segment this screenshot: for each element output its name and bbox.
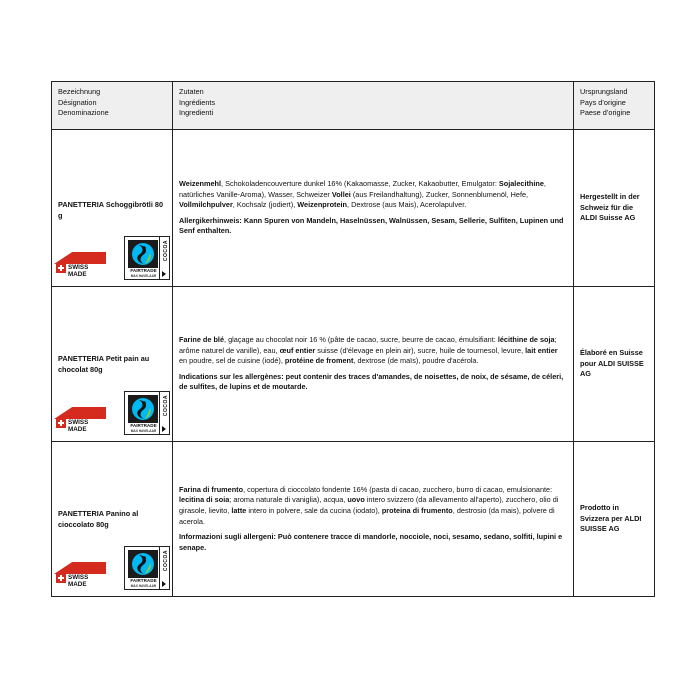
allergen-ingredient: protéine de froment xyxy=(284,356,354,366)
ingredient-text: , Dextrose (aus Mais), Acerolapulver. xyxy=(347,200,467,210)
swiss-made-logo: SWISS MADE xyxy=(54,252,106,280)
allergen-ingredient: Vollei xyxy=(331,189,351,199)
ingredient-text: , glaçage au chocolat noir 16 % (pâte de cacao, sucre, beurre de cacao, émulsifiant: xyxy=(224,335,498,345)
arrow-right-icon xyxy=(162,426,166,432)
ingredient-text: , natürliches Vanille-Aroma), Wasser, Schweizer xyxy=(179,179,546,199)
ingredient-text: , dextrose (de maïs), poudre d'acérola. xyxy=(353,356,479,366)
allergen-ingredient: Farine de blé xyxy=(179,335,225,345)
allergen-ingredient: lécithine de soja xyxy=(497,335,555,345)
ingredient-text: intero in polvere, sale da cucina (iodato), xyxy=(246,505,382,515)
fairtrade-icon xyxy=(128,395,158,423)
product-name-cell xyxy=(52,287,173,442)
allergen-ingredient: lait entier xyxy=(525,345,558,355)
ingredient-text: ; arôme naturel de vanille), eau, xyxy=(179,335,557,355)
fairtrade-logo: FAIRTRADE MAX HAVELAAR COCOA xyxy=(124,391,170,435)
origin-cell: Prodotto in Svizzera per ALDI SUISSE AG xyxy=(574,442,655,597)
allergen-ingredient: Weizenprotein xyxy=(297,200,348,210)
allergen-ingredient: œuf entier xyxy=(279,345,316,355)
logo-group xyxy=(54,391,170,435)
allergen-text: Allergikerhinweis: Kann Spuren von Mandeln, Haselnüssen, Walnüssen, Sesam, Sellerie, Sulfiten, Lupinen und Senf enthalten. xyxy=(179,215,564,236)
header-ingredients: Zutaten Ingrédients Ingredienti xyxy=(173,82,574,130)
ingredient-text: suisse (d'élevage en plein air), sucre, huile de tournesol, levure, xyxy=(315,345,526,355)
allergen-ingredient: Weizenmehl xyxy=(179,179,222,189)
origin-cell: Élaboré en Suisse pour ALDI SUISSE AG xyxy=(574,287,655,442)
ingredients-cell xyxy=(173,130,574,287)
allergen-ingredient: Sojalecithine xyxy=(498,179,544,189)
ingredients-text xyxy=(179,485,567,527)
ingredient-text: , copertura di cioccolato fondente 16% (pasta di cacao, zucchero, burro di cacao, emulsionante: xyxy=(243,484,553,494)
table-row xyxy=(52,130,655,287)
allergen-ingredient: uovo xyxy=(347,495,365,505)
product-name-cell xyxy=(52,130,173,287)
allergen-ingredient: lecitina di soia xyxy=(179,495,230,505)
ingredient-text: ; aroma naturale di vaniglia), acqua, xyxy=(229,495,348,505)
header-name: Bezeichnung Désignation Denominazione xyxy=(52,82,173,130)
origin-cell: Hergestellt in der Schweiz für die ALDI Suisse AG xyxy=(574,130,655,287)
table-row xyxy=(52,442,655,597)
ingredient-text: intero svizzero (da allevamento all'aperto), zucchero, olio di girasole, lievito, xyxy=(179,495,559,515)
allergen-ingredient: proteina di frumento xyxy=(381,505,453,515)
allergen-ingredient: Farina di frumento xyxy=(179,484,244,494)
header-row xyxy=(52,82,655,130)
arrow-right-icon xyxy=(162,581,166,587)
logo-group xyxy=(54,546,170,590)
product-name-cell xyxy=(52,442,173,597)
ingredient-text: en poudre, sel de cuisine (iodé), xyxy=(179,356,285,366)
ingredient-text: , destrosio (da mais), polvere di acerola. xyxy=(179,505,555,526)
product-table xyxy=(51,81,655,597)
ingredient-text: , Kochsalz (jodiert), xyxy=(232,200,298,210)
fairtrade-logo: FAIRTRADE MAX HAVELAAR COCOA xyxy=(124,236,170,280)
table-row xyxy=(52,287,655,442)
fairtrade-icon xyxy=(128,550,158,578)
fairtrade-logo: FAIRTRADE MAX HAVELAAR COCOA xyxy=(124,546,170,590)
allergen-ingredient: Vollmilchpulver xyxy=(179,200,233,210)
logo-group xyxy=(54,236,170,280)
product-name: PANETTERIA Panino al cioccolato 80g xyxy=(58,509,139,529)
arrow-right-icon xyxy=(162,271,166,277)
product-name: PANETTERIA Schoggibrötli 80 g xyxy=(58,200,163,220)
ingredient-text: (aus Freilandhaltung), Zucker, Sonnenblumenöl, Hefe, xyxy=(350,189,529,199)
swiss-made-logo: SWISS MADE xyxy=(54,407,106,435)
header-origin: Ursprungsland Pays d’origine Paese d’origine xyxy=(574,82,655,130)
swiss-cross-icon xyxy=(56,573,66,583)
ingredient-text: , Schokoladencouverture dunkel 16% (Kakaomasse, Zucker, Kakaobutter, Emulgator: xyxy=(221,179,499,189)
allergen-text: Indications sur les allergènes: peut contenir des traces d'amandes, de noisettes, de noix, de sésame, de céleri, de sulfites, de lupins et de moutarde. xyxy=(179,371,564,392)
product-name: PANETTERIA Petit pain au chocolat 80g xyxy=(58,354,150,374)
ingredients-cell xyxy=(173,442,574,597)
swiss-made-logo: SWISS MADE xyxy=(54,562,106,590)
ingredients-cell xyxy=(173,287,574,442)
allergen-ingredient: latte xyxy=(231,505,247,515)
swiss-cross-icon xyxy=(56,418,66,428)
fairtrade-icon xyxy=(128,240,158,268)
ingredients-text xyxy=(179,179,567,211)
ingredients-text xyxy=(179,335,567,367)
swiss-cross-icon xyxy=(56,263,66,273)
allergen-text: Informazioni sugli allergeni: Può contenere tracce di mandorle, nocciole, noci, sesamo, sedano, solfiti, lupini e senape. xyxy=(179,532,563,552)
